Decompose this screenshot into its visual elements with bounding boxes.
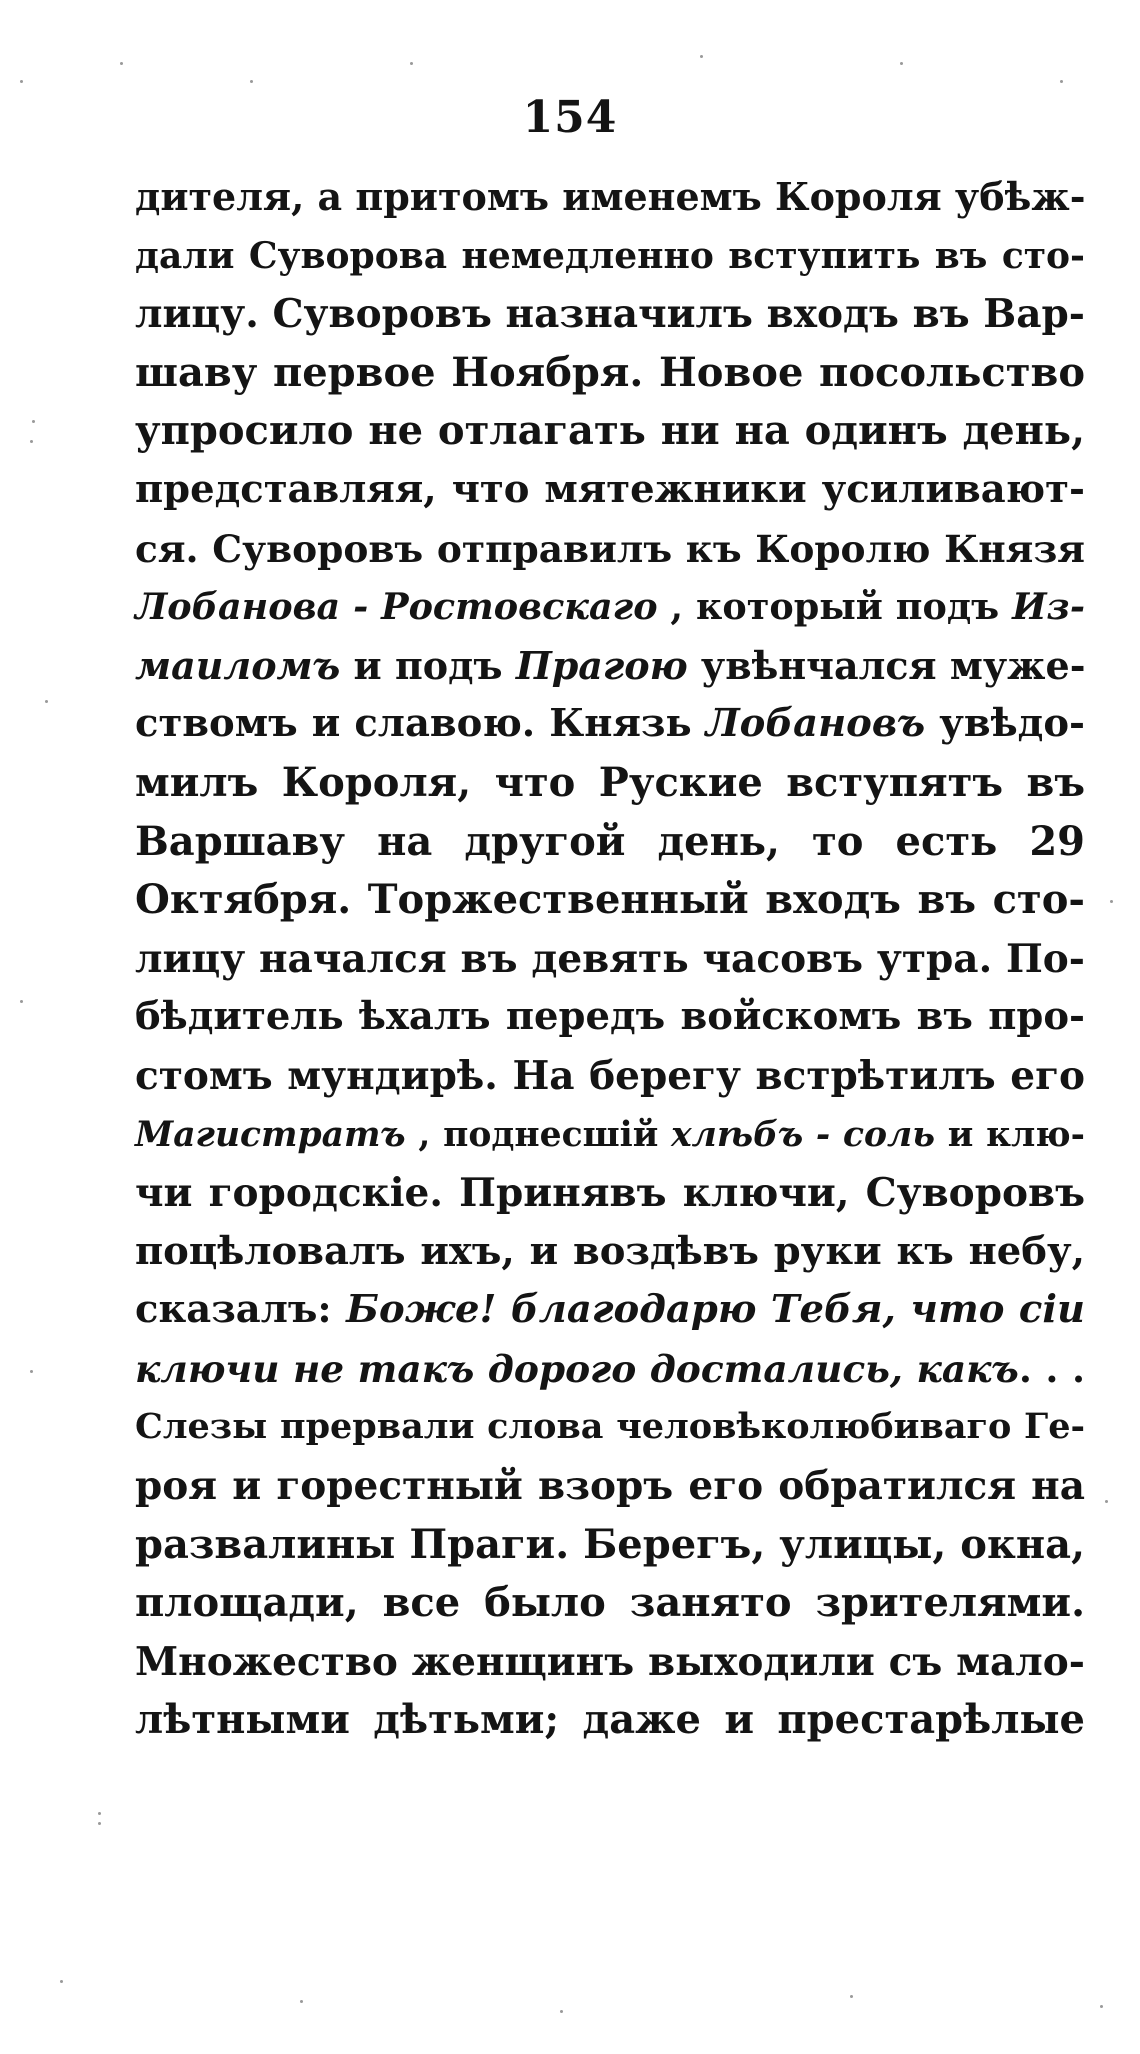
text-line xyxy=(135,1281,1085,1340)
text-line xyxy=(135,1047,1085,1106)
text-line xyxy=(135,930,1085,989)
italic-text-run: Лобановъ xyxy=(705,701,926,747)
scan-speck xyxy=(1060,80,1063,83)
scan-speck xyxy=(900,62,903,65)
text-run: роя и горестный взоръ его обратился на xyxy=(135,1463,1085,1510)
text-line xyxy=(135,1398,1085,1457)
italic-text-run: ключи не такъ дорого достались, какъ xyxy=(135,1346,1019,1391)
italic-text-run: Лобанова - Ростовскаго xyxy=(135,585,658,629)
scan-speck xyxy=(20,1000,23,1003)
text-line xyxy=(135,871,1085,930)
text-run: ствомъ и славою. Князь xyxy=(135,701,706,747)
text-run: Октября. Торжественный входъ въ сто- xyxy=(135,876,1085,924)
text-run: развалины Праги. Берегъ, улицы, окна, xyxy=(135,1520,1085,1568)
scan-speck xyxy=(120,62,123,65)
text-line xyxy=(135,1164,1085,1223)
scan-speck xyxy=(250,80,253,83)
scan-speck xyxy=(560,2010,563,2013)
text-run: ся. Суворовъ отправилъ къ Королю Князя xyxy=(135,526,1085,571)
text-run: представляя, что мятежники усиливают- xyxy=(135,466,1085,512)
scan-speck xyxy=(30,1370,33,1373)
text-run: и клю- xyxy=(934,1114,1085,1155)
text-line xyxy=(135,1106,1085,1165)
page-number: 154 xyxy=(522,92,618,143)
body-text xyxy=(135,168,1085,1750)
scan-speck xyxy=(850,1995,853,1998)
text-run: шаву первое Ноября. Новое посольство xyxy=(135,348,1085,396)
text-run: дали Суворова немедленно вступить въ сто- xyxy=(135,234,1085,277)
scan-speck xyxy=(45,700,48,703)
text-run: . . . xyxy=(1018,1346,1086,1391)
text-line xyxy=(135,695,1085,754)
italic-text-run: Прагою xyxy=(515,642,688,688)
text-run: упросило не отлагать ни на одинъ день, xyxy=(135,407,1085,455)
text-run: увѣдо- xyxy=(925,701,1085,747)
text-line xyxy=(135,754,1085,813)
text-run: бѣдитель ѣхалъ передъ войскомъ въ про- xyxy=(135,994,1085,1040)
text-line xyxy=(135,1457,1085,1516)
text-line xyxy=(135,402,1085,461)
text-line xyxy=(135,1691,1085,1750)
text-run: Варшаву на другой день, то есть 29 xyxy=(135,817,1085,865)
italic-text-run: маиломъ xyxy=(135,642,341,688)
text-line xyxy=(135,578,1085,637)
text-run: увѣнчался муже- xyxy=(687,642,1086,688)
text-line xyxy=(135,1574,1085,1633)
text-line xyxy=(135,520,1085,579)
scan-speck xyxy=(1100,2005,1103,2008)
text-line xyxy=(135,285,1085,344)
text-run: Слезы прервали слова человѣколюбиваго Ге- xyxy=(135,1406,1085,1448)
scan-speck xyxy=(60,1980,63,1983)
text-line xyxy=(135,1516,1085,1575)
text-run: , который подъ xyxy=(657,585,1013,629)
scan-speck xyxy=(98,1812,101,1815)
text-run: милъ Короля, что Руские вступятъ въ xyxy=(135,758,1085,806)
italic-text-run: Из- xyxy=(1012,585,1085,629)
text-line xyxy=(135,637,1085,696)
text-run: чи городскiе. Принявъ ключи, Суворовъ xyxy=(135,1170,1085,1217)
text-run: лицу начался въ девять часовъ утра. По- xyxy=(135,935,1085,982)
text-run: лѣтными дѣтьми; даже и престарѣлые xyxy=(135,1696,1085,1744)
text-run: дителя, а притомъ именемъ Короля убѣж- xyxy=(135,174,1086,219)
scan-speck xyxy=(1105,1500,1108,1503)
text-line xyxy=(135,988,1085,1047)
text-line xyxy=(135,344,1085,403)
text-line xyxy=(135,227,1085,286)
scan-speck xyxy=(300,2000,303,2003)
scan-speck xyxy=(410,62,413,65)
text-run: и подъ xyxy=(340,642,516,688)
text-run: , поднесшiй xyxy=(405,1114,672,1155)
text-line xyxy=(135,461,1085,520)
italic-text-run: Магистратъ xyxy=(135,1114,406,1155)
text-line xyxy=(135,168,1085,227)
scan-speck xyxy=(30,440,33,443)
text-line xyxy=(135,1633,1085,1692)
scan-speck xyxy=(98,1822,101,1825)
text-run: поцѣловалъ ихъ, и воздѣвъ руки къ небу, xyxy=(135,1228,1085,1274)
text-line xyxy=(135,1340,1085,1399)
text-line xyxy=(135,813,1085,872)
text-line xyxy=(135,1223,1085,1282)
scan-speck xyxy=(1110,900,1113,903)
italic-text-run: хлѣбъ - соль xyxy=(671,1114,935,1155)
text-run: Множество женщинъ выходили съ мало- xyxy=(135,1638,1085,1685)
text-run: лицу. Суворовъ назначилъ входъ въ Вар- xyxy=(135,291,1085,338)
italic-text-run: Боже! благодарю Тебя, что сiи xyxy=(346,1287,1085,1333)
text-run: площади, все было занято зрителями. xyxy=(135,1579,1085,1627)
text-run: стомъ мундирѣ. На берегу встрѣтилъ его xyxy=(135,1052,1085,1099)
scan-speck xyxy=(32,420,35,423)
scan-speck xyxy=(20,80,23,83)
scan-speck xyxy=(700,55,703,58)
text-run: сказалъ: xyxy=(135,1287,347,1333)
